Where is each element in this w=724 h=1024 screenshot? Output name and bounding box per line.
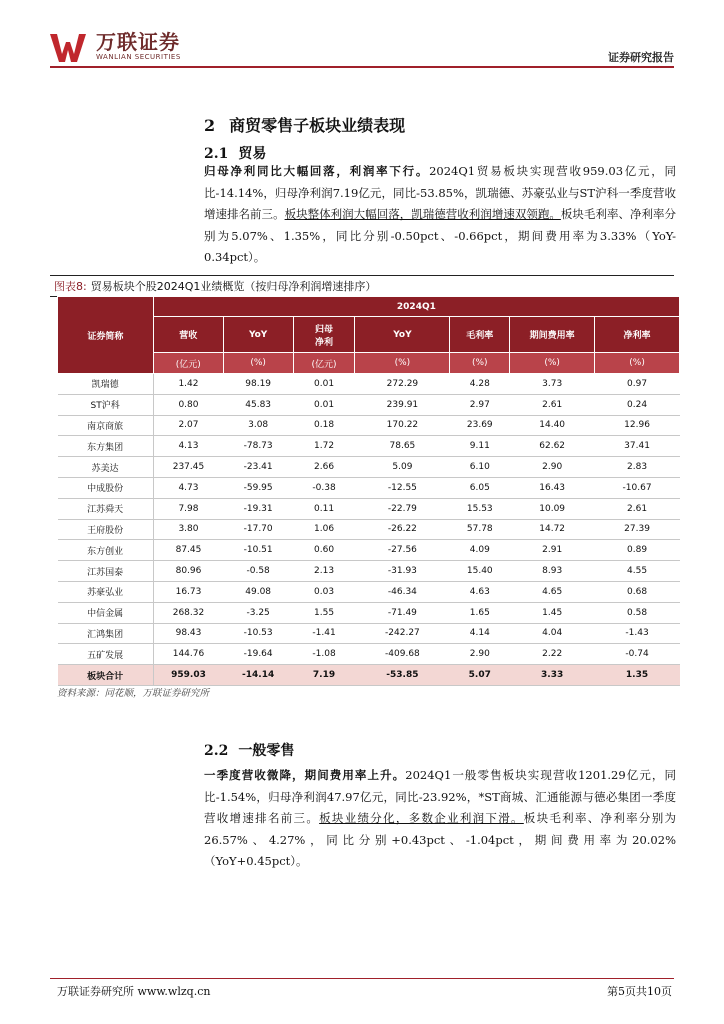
cell-value: 0.18 [293, 415, 355, 436]
retail-text-2: 板块毛利率、净利率分别为26.57%、4.27%，同比分别+0.43pct、-1.04pct，期间费用率为20.02%（YoY+0.45pct）。 [204, 811, 677, 868]
cell-value: 2.22 [510, 644, 595, 665]
cell-value: 2.13 [293, 561, 355, 582]
trade-performance-table [57, 296, 680, 686]
cell-value: -23.41 [223, 457, 293, 478]
cell-value: 1.45 [510, 602, 595, 623]
cell-value: 27.39 [595, 519, 680, 540]
trade-lead: 归母净利同比大幅回落，利润率下行。 [204, 164, 430, 178]
cell-value: -1.08 [293, 644, 355, 665]
cell-value: 87.45 [153, 540, 223, 561]
retail-underline: 板块业绩分化，多数企业利润下滑。 [319, 811, 524, 825]
cell-value: -409.68 [355, 644, 450, 665]
cell-value: 4.63 [450, 581, 510, 602]
cell-value: 2.97 [450, 394, 510, 415]
cell-value: 4.55 [595, 561, 680, 582]
table-row [58, 374, 680, 395]
table-body [58, 374, 680, 686]
subsection-number: 2.1 [204, 146, 229, 162]
cell-security-name: 东方创业 [58, 540, 154, 561]
cell-value: 57.78 [450, 519, 510, 540]
cell-value: -59.95 [223, 477, 293, 498]
cell-value: 237.45 [153, 457, 223, 478]
cell-value: -46.34 [355, 581, 450, 602]
cell-value: 3.80 [153, 519, 223, 540]
cell-value: -14.14 [223, 665, 293, 686]
cell-value: -10.67 [595, 477, 680, 498]
cell-security-name: 王府股份 [58, 519, 154, 540]
table-row [58, 436, 680, 457]
col-profit-yoy: YoY [355, 317, 450, 353]
company-logo [50, 32, 181, 64]
cell-value: 16.73 [153, 581, 223, 602]
cell-value: 9.11 [450, 436, 510, 457]
cell-security-name: 江苏国泰 [58, 561, 154, 582]
col-net-profit [293, 317, 355, 353]
cell-value: 98.19 [223, 374, 293, 395]
cell-value: 62.62 [510, 436, 595, 457]
wanlian-logo-icon [50, 32, 90, 64]
cell-value: 6.10 [450, 457, 510, 478]
cell-value: 37.41 [595, 436, 680, 457]
report-type: 证券研究报告 [608, 51, 674, 64]
cell-value: -22.79 [355, 498, 450, 519]
source-note: 资料来源：同花顺，万联证券研究所 [57, 688, 210, 699]
col-net-profit-line2: 净利 [315, 337, 334, 348]
cell-value: -26.22 [355, 519, 450, 540]
cell-value: -1.43 [595, 623, 680, 644]
cell-value: 2.66 [293, 457, 355, 478]
cell-value: 0.97 [595, 374, 680, 395]
cell-value: 3.08 [223, 415, 293, 436]
col-security-name: 证券简称 [58, 297, 154, 374]
cell-value: 4.73 [153, 477, 223, 498]
cell-value: 2.90 [510, 457, 595, 478]
cell-value: 6.05 [450, 477, 510, 498]
unit-revenue: (亿元) [153, 353, 223, 374]
section-number: 2 [204, 116, 216, 135]
table-row [58, 623, 680, 644]
table-row [58, 602, 680, 623]
trade-text-1: 2024Q1贸易板块实现营收959.03亿元，同比-14.14%，归母净利润7.19亿元，同比-53.85%，凯瑞德、苏豪弘业与ST沪科一季度营收增速排名前三。 [204, 164, 676, 221]
cell-value: -1.41 [293, 623, 355, 644]
unit-net-profit: (亿元) [293, 353, 355, 374]
unit-profit-yoy: (%) [355, 353, 450, 374]
cell-value: 4.04 [510, 623, 595, 644]
retail-paragraph [204, 765, 676, 873]
table-total-row [58, 665, 680, 686]
header-divider [50, 66, 674, 68]
cell-value: -17.70 [223, 519, 293, 540]
cell-value: 23.69 [450, 415, 510, 436]
cell-value: -12.55 [355, 477, 450, 498]
cell-value: 80.96 [153, 561, 223, 582]
table-row [58, 644, 680, 665]
table-row [58, 415, 680, 436]
cell-value: 4.65 [510, 581, 595, 602]
cell-value: 0.68 [595, 581, 680, 602]
cell-value: 170.22 [355, 415, 450, 436]
cell-value: 0.80 [153, 394, 223, 415]
cell-value: -19.31 [223, 498, 293, 519]
figure-label: 图表8: [54, 280, 87, 293]
cell-value: 2.07 [153, 415, 223, 436]
cell-security-name: 苏豪弘业 [58, 581, 154, 602]
subsection-heading-trade [204, 143, 266, 163]
cell-value: 1.42 [153, 374, 223, 395]
table-row [58, 457, 680, 478]
cell-value: -19.64 [223, 644, 293, 665]
cell-value: 2.83 [595, 457, 680, 478]
cell-value: 0.89 [595, 540, 680, 561]
table-row [58, 540, 680, 561]
cell-value: 0.11 [293, 498, 355, 519]
cell-value: 7.98 [153, 498, 223, 519]
footer-institute: 万联证券研究所 www.wlzq.cn [57, 985, 211, 998]
subsection-title: 一般零售 [238, 743, 295, 759]
cell-value: 0.58 [595, 602, 680, 623]
cell-value: 10.09 [510, 498, 595, 519]
table-row [58, 498, 680, 519]
cell-value: 7.19 [293, 665, 355, 686]
page-header [50, 30, 674, 66]
cell-security-name: 汇鸿集团 [58, 623, 154, 644]
table-row [58, 519, 680, 540]
cell-value: 1.65 [450, 602, 510, 623]
cell-value: 239.91 [355, 394, 450, 415]
cell-value: -78.73 [223, 436, 293, 457]
cell-value: 4.13 [153, 436, 223, 457]
trade-paragraph [204, 161, 676, 269]
trade-text-2: 板块毛利率、净利率分别为5.07%、1.35%，同比分别-0.50pct、-0.66pct，期间费用率为3.33%（YoY-0.34pct）。 [204, 207, 677, 264]
cell-security-name: ST沪科 [58, 394, 154, 415]
cell-value: -31.93 [355, 561, 450, 582]
retail-lead: 一季度营收微降，期间费用率上升。 [204, 768, 406, 782]
figure-title: 贸易板块个股2024Q1业绩概览（按归母净利润增速排序） [90, 280, 377, 293]
cell-value: 2.61 [510, 394, 595, 415]
logo-cn: 万联证券 [96, 30, 180, 54]
col-revenue: 营收 [153, 317, 223, 353]
cell-security-name: 中信金属 [58, 602, 154, 623]
cell-value: -10.53 [223, 623, 293, 644]
footer-divider [50, 978, 674, 979]
cell-value: -53.85 [355, 665, 450, 686]
col-net-margin: 净利率 [595, 317, 680, 353]
cell-value: 8.93 [510, 561, 595, 582]
cell-value: -27.56 [355, 540, 450, 561]
cell-value: 98.43 [153, 623, 223, 644]
page-number: 第5页共10页 [607, 985, 672, 998]
table-row [58, 477, 680, 498]
col-revenue-yoy: YoY [223, 317, 293, 353]
cell-security-name: 苏美达 [58, 457, 154, 478]
cell-value: 15.53 [450, 498, 510, 519]
cell-value: -0.58 [223, 561, 293, 582]
cell-value: -3.25 [223, 602, 293, 623]
cell-value: 2.91 [510, 540, 595, 561]
cell-security-name: 东方集团 [58, 436, 154, 457]
cell-value: 5.09 [355, 457, 450, 478]
cell-value: 12.96 [595, 415, 680, 436]
cell-security-name: 凯瑞德 [58, 374, 154, 395]
retail-text-1: 2024Q1一般零售板块实现营收1201.29亿元，同比-1.54%，归母净利润47.97亿元，同比-23.92%，*ST商城、汇通能源与德必集团一季度营收增速排名前三。 [204, 768, 676, 825]
cell-value: 16.43 [510, 477, 595, 498]
cell-value: 0.01 [293, 374, 355, 395]
cell-value: -0.74 [595, 644, 680, 665]
logo-en: WANLIAN SECURITIES [96, 53, 181, 61]
cell-value: 1.72 [293, 436, 355, 457]
cell-value: 1.35 [595, 665, 680, 686]
cell-security-name: 南京商旅 [58, 415, 154, 436]
cell-value: 0.60 [293, 540, 355, 561]
subsection-number: 2.2 [204, 743, 229, 759]
table-row [58, 581, 680, 602]
cell-value: 144.76 [153, 644, 223, 665]
cell-value: 49.08 [223, 581, 293, 602]
cell-value: 5.07 [450, 665, 510, 686]
unit-expense-ratio: (%) [510, 353, 595, 374]
cell-value: 2.90 [450, 644, 510, 665]
cell-value: 78.65 [355, 436, 450, 457]
unit-revenue-yoy: (%) [223, 353, 293, 374]
cell-security-name: 五矿发展 [58, 644, 154, 665]
cell-value: 1.06 [293, 519, 355, 540]
cell-value: 0.01 [293, 394, 355, 415]
cell-security-name: 江苏舜天 [58, 498, 154, 519]
cell-value: -10.51 [223, 540, 293, 561]
cell-value: 268.32 [153, 602, 223, 623]
cell-value: -242.27 [355, 623, 450, 644]
cell-value: 3.33 [510, 665, 595, 686]
cell-value: 14.40 [510, 415, 595, 436]
cell-value: 959.03 [153, 665, 223, 686]
cell-value: 0.03 [293, 581, 355, 602]
cell-value: 4.28 [450, 374, 510, 395]
cell-security-name: 中成股份 [58, 477, 154, 498]
cell-value: -71.49 [355, 602, 450, 623]
cell-value: 0.24 [595, 394, 680, 415]
trade-underline: 板块整体利润大幅回落，凯瑞德营收利润增速双领跑。 [284, 207, 561, 221]
cell-value: 14.72 [510, 519, 595, 540]
cell-value: 4.09 [450, 540, 510, 561]
subsection-title: 贸易 [238, 146, 267, 162]
col-expense-ratio: 期间费用率 [510, 317, 595, 353]
col-net-profit-line1: 归母 [315, 324, 334, 335]
cell-value: 45.83 [223, 394, 293, 415]
figure-caption [50, 275, 674, 297]
cell-value: 2.61 [595, 498, 680, 519]
table-row [58, 394, 680, 415]
col-gross-margin: 毛利率 [450, 317, 510, 353]
cell-security-name: 板块合计 [58, 665, 154, 686]
subsection-heading-retail [204, 740, 294, 760]
unit-gross-margin: (%) [450, 353, 510, 374]
cell-value: 15.40 [450, 561, 510, 582]
table-row [58, 561, 680, 582]
cell-value: 4.14 [450, 623, 510, 644]
cell-value: 272.29 [355, 374, 450, 395]
cell-value: 1.55 [293, 602, 355, 623]
cell-value: -0.38 [293, 477, 355, 498]
unit-net-margin: (%) [595, 353, 680, 374]
section-title: 商贸零售子板块业绩表现 [229, 116, 406, 135]
col-period: 2024Q1 [153, 297, 679, 317]
section-heading [204, 113, 405, 136]
cell-value: 3.73 [510, 374, 595, 395]
